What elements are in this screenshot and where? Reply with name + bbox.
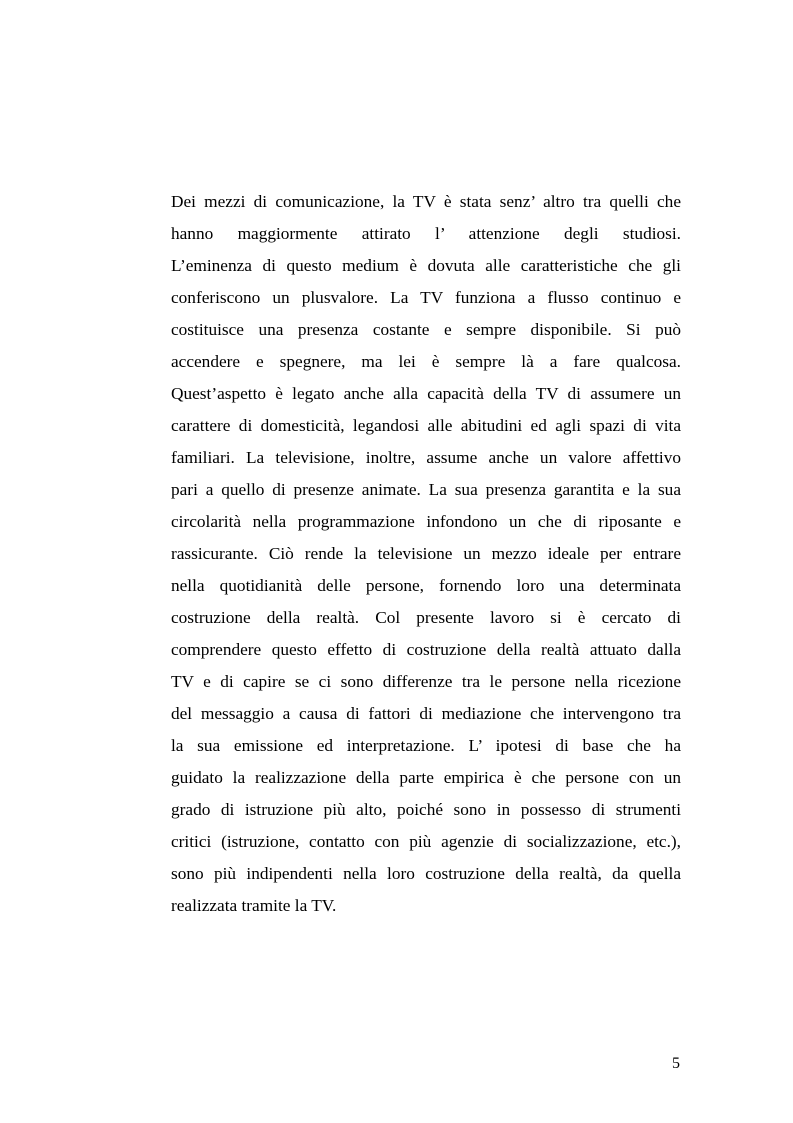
paragraph-line: nella quotidianità delle persone, fornendo loro una determinata	[171, 576, 681, 595]
body-paragraph	[171, 186, 681, 922]
page-number: 5	[672, 1055, 680, 1072]
paragraph-line: circolarità nella programmazione infondono un che di riposante e	[171, 512, 681, 531]
paragraph-line: del messaggio a causa di fattori di mediazione che intervengono tra	[171, 704, 681, 723]
paragraph-line: costruzione della realtà. Col presente lavoro si è cercato di	[171, 608, 681, 627]
paragraph-line: rassicurante. Ciò rende la televisione un mezzo ideale per entrare	[171, 544, 681, 563]
paragraph-line: Quest’aspetto è legato anche alla capacità della TV di assumere un	[171, 384, 681, 403]
paragraph-line: accendere e spegnere, ma lei è sempre là a fare qualcosa.	[171, 352, 681, 371]
paragraph-line: conferiscono un plusvalore. La TV funziona a flusso continuo e	[171, 288, 681, 307]
paragraph-line: L’eminenza di questo medium è dovuta alle caratteristiche che gli	[171, 256, 681, 275]
paragraph-line: carattere di domesticità, legandosi alle abitudini ed agli spazi di vita	[171, 416, 681, 435]
paragraph-line: pari a quello di presenze animate. La sua presenza garantita e la sua	[171, 480, 681, 499]
paragraph-line: sono più indipendenti nella loro costruzione della realtà, da quella	[171, 864, 681, 883]
paragraph-line: familiari. La televisione, inoltre, assume anche un valore affettivo	[171, 448, 681, 467]
paragraph-line: hanno maggiormente attirato l’ attenzione degli studiosi.	[171, 224, 681, 243]
paragraph-line: grado di istruzione più alto, poiché sono in possesso di strumenti	[171, 800, 681, 819]
paragraph-line: critici (istruzione, contatto con più agenzie di socializzazione, etc.),	[171, 832, 681, 851]
paragraph-line: costituisce una presenza costante e sempre disponibile. Si può	[171, 320, 681, 339]
paragraph-line: la sua emissione ed interpretazione. L’ ipotesi di base che ha	[171, 736, 681, 755]
paragraph-line: guidato la realizzazione della parte empirica è che persone con un	[171, 768, 681, 787]
paragraph-line: realizzata tramite la TV.	[171, 896, 337, 915]
paragraph-line: TV e di capire se ci sono differenze tra le persone nella ricezione	[171, 672, 681, 691]
paragraph-line: comprendere questo effetto di costruzione della realtà attuato dalla	[171, 640, 681, 659]
paragraph-line: Dei mezzi di comunicazione, la TV è stata senz’ altro tra quelli che	[171, 192, 681, 211]
